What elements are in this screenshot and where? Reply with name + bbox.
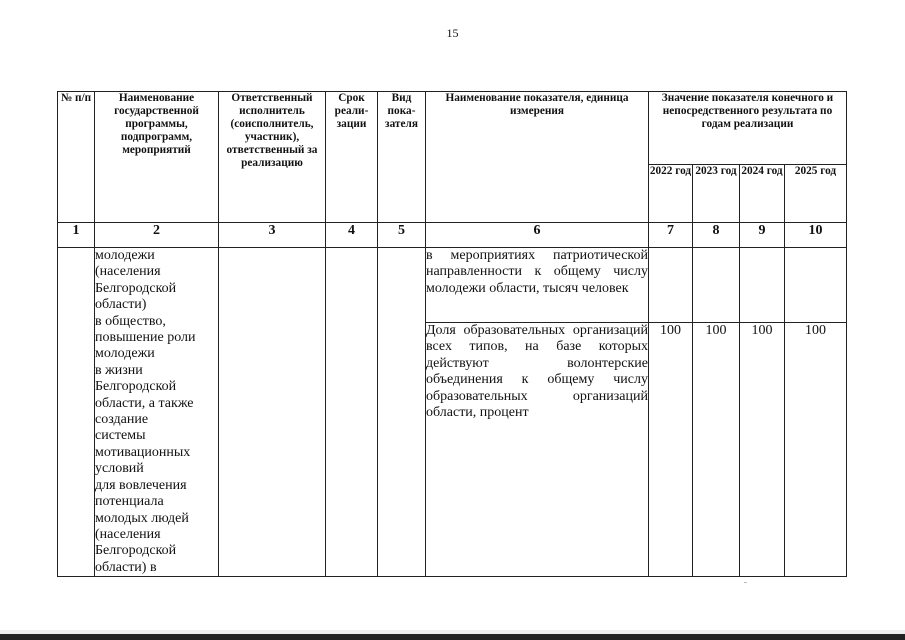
column-number: 10 <box>785 223 847 248</box>
header-responsible: Ответственный исполнитель (соисполнитель, участник), ответственный за реализацию <box>219 92 326 223</box>
program-text-line: Белгородской <box>95 543 177 559</box>
program-text-line: молодых людей <box>95 510 189 526</box>
indicator-value-2022: 100 <box>649 322 693 576</box>
program-text-line: (населения <box>95 526 161 542</box>
page-number: 15 <box>446 26 459 40</box>
indicator-value-2023: 100 <box>693 322 740 576</box>
indicator-type-cell <box>378 248 426 577</box>
program-text-line: молодежи <box>95 248 155 263</box>
program-text-line: для вовлечения <box>95 477 187 493</box>
program-text-line: области) <box>95 297 147 313</box>
header-year-2024: 2024 год <box>740 165 785 223</box>
program-text-line: области) в <box>95 559 157 575</box>
program-name-cell <box>95 248 219 577</box>
responsible-cell <box>219 248 326 577</box>
indicator-value-2025: 100 <box>785 322 847 576</box>
column-number: 2 <box>95 223 219 248</box>
program-text-line: в общество, <box>95 313 166 329</box>
program-text-line: повышение роли <box>95 330 196 346</box>
program-text-line: в жизни <box>95 362 143 378</box>
header-row <box>58 92 847 165</box>
program-text-line: Белгородской <box>95 379 177 395</box>
scan-edge <box>0 634 905 640</box>
program-text-line: создание <box>95 412 149 428</box>
table-row <box>58 248 847 323</box>
indicator-value-2022 <box>649 248 693 323</box>
indicator-value-2025 <box>785 248 847 323</box>
program-text-line: потенциала <box>95 494 164 510</box>
program-text-line: мотивационных <box>95 444 191 460</box>
column-number: 3 <box>219 223 326 248</box>
column-number: 9 <box>740 223 785 248</box>
indicator-value-2023 <box>693 248 740 323</box>
column-number: 7 <box>649 223 693 248</box>
header-year-2025: 2025 год <box>785 165 847 223</box>
scan-mark <box>744 582 747 583</box>
header-values-group: Значение показателя конечного и непосредственного результата по годам реализации <box>649 92 847 165</box>
header-number: № п/п <box>58 92 95 223</box>
program-text-line: молодежи <box>95 346 155 362</box>
indicator-value-2024: 100 <box>740 322 785 576</box>
indicator-name-cell: в мероприятиях патриотической направленности к общему числу молодежи области, тысяч человек <box>426 248 649 323</box>
header-year-2023: 2023 год <box>693 165 740 223</box>
header-indicator-type: Вид пока-зателя <box>378 92 426 223</box>
column-number: 6 <box>426 223 649 248</box>
term-cell <box>326 248 378 577</box>
program-text-line: (населения <box>95 264 161 280</box>
program-indicators-table <box>57 91 847 577</box>
column-numbers-row <box>58 223 847 248</box>
header-year-2022: 2022 год <box>649 165 693 223</box>
program-text-line: условий <box>95 461 144 477</box>
program-text-line: системы <box>95 428 146 444</box>
column-number: 1 <box>58 223 95 248</box>
program-text-line: области, а также <box>95 395 194 411</box>
column-number: 5 <box>378 223 426 248</box>
program-text-line: Белгородской <box>95 280 177 296</box>
indicator-name-cell: Доля образовательных организаций всех типов, на базе которых действуют волонтерские объединения к общему числу образовательных организаций области, процент <box>426 322 649 576</box>
header-indicator-name: Наименование показателя, единица измерения <box>426 92 649 223</box>
header-program-name: Наименование государственной программы, подпрограмм, мероприятий <box>95 92 219 223</box>
header-term: Срок реали-зации <box>326 92 378 223</box>
column-number: 4 <box>326 223 378 248</box>
indicator-value-2024 <box>740 248 785 323</box>
row-number-cell <box>58 248 95 577</box>
column-number: 8 <box>693 223 740 248</box>
